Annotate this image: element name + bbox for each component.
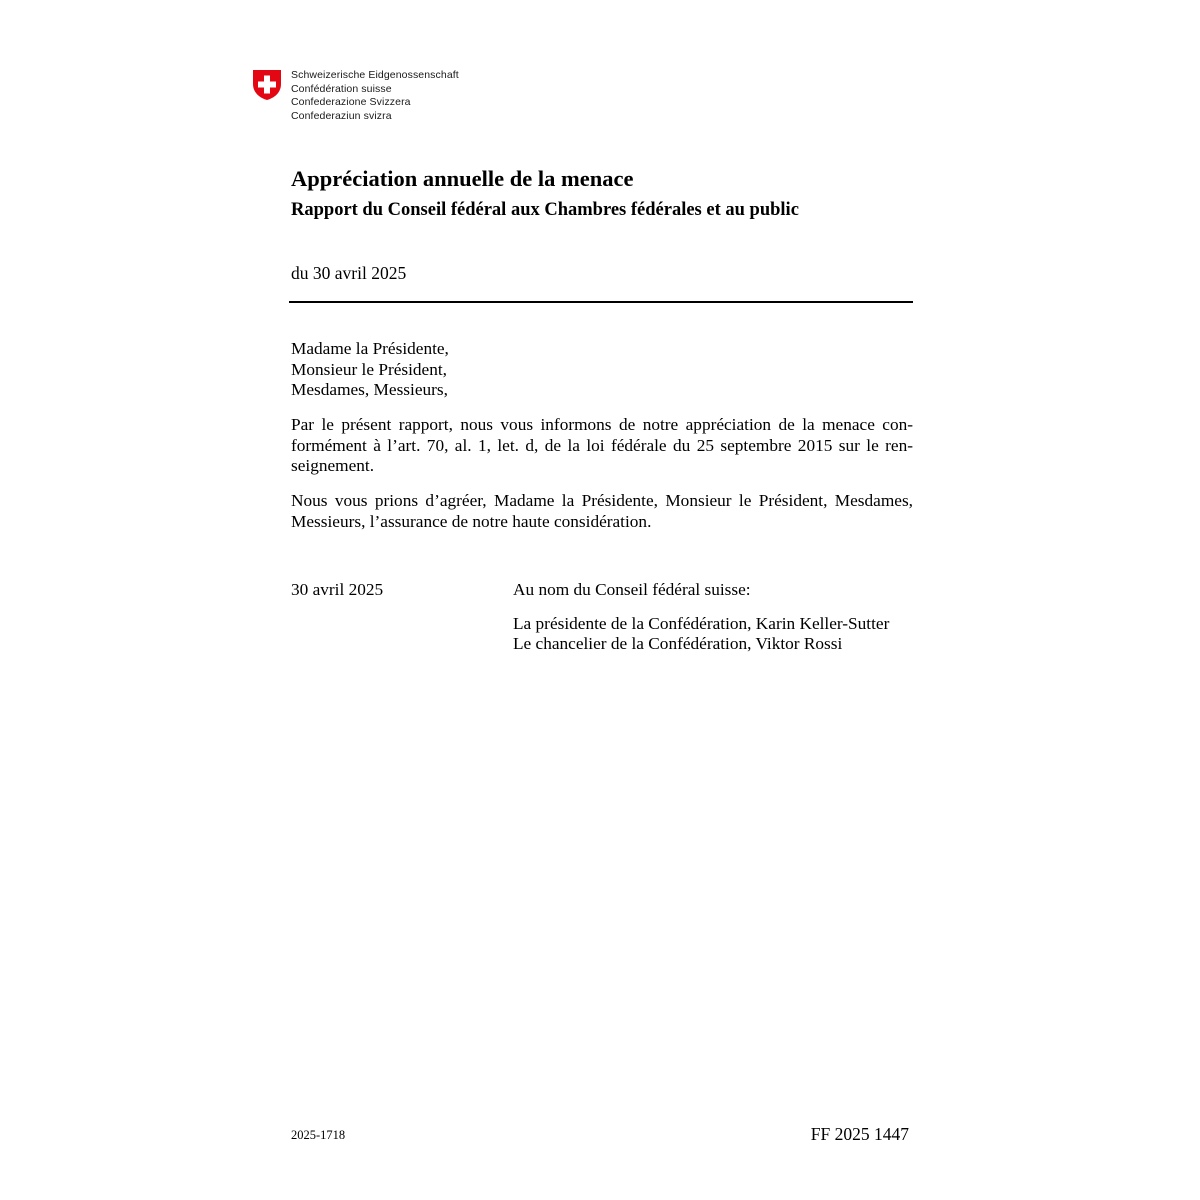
agency-name-block: [291, 69, 459, 123]
paragraph-line: seignement.: [291, 456, 375, 475]
salutation-line: Monsieur le Président,: [291, 359, 447, 379]
paragraph-line: Nous vous prions d’agréer, Madame la Présidente, Monsieur le Président, Mesdames,: [291, 491, 913, 510]
signature-block: [513, 580, 889, 655]
swiss-coat-of-arms-icon: [252, 69, 282, 101]
salutation-line: Mesdames, Messieurs,: [291, 380, 448, 399]
document-title: Appréciation annuelle de la menace: [291, 166, 634, 191]
paragraph-report-purpose: [291, 415, 913, 477]
signature-spacer: [513, 601, 889, 614]
salutation-line: Madame la Présidente,: [291, 339, 449, 358]
paragraph-closing: [291, 491, 913, 532]
document-date: du 30 avril 2025: [291, 263, 407, 283]
paragraph-line: Par le présent rapport, nous vous informons de notre appréciation de la menace con-: [291, 415, 913, 434]
header-divider: [289, 301, 913, 303]
on-behalf-line: Au nom du Conseil fédéral suisse:: [513, 580, 751, 599]
agency-name-rm: Confederaziun svizra: [291, 109, 392, 122]
document-subtitle: Rapport du Conseil fédéral aux Chambres fédérales et au public: [291, 200, 799, 220]
agency-name-fr: Confédération suisse: [291, 82, 392, 95]
agency-name-de: Schweizerische Eidgenossenschaft: [291, 69, 459, 81]
salutation: [291, 339, 913, 401]
document-number: 2025-1718: [291, 1128, 346, 1142]
chancellor-signatory: Le chancelier de la Confédération, Viktor Rossi: [513, 634, 843, 653]
federal-gazette-reference: FF 2025 1447: [810, 1124, 909, 1144]
signature-date: 30 avril 2025: [291, 580, 384, 599]
agency-name-it: Confederazione Svizzera: [291, 96, 411, 109]
paragraph-line: formément à l’art. 70, al. 1, let. d, de la loi fédérale du 25 septembre 2015 sur le ren-: [291, 435, 913, 455]
paragraph-line: Messieurs, l’assurance de notre haute considération.: [291, 511, 652, 531]
president-signatory: La présidente de la Confédération, Karin Keller-Sutter: [513, 613, 890, 633]
